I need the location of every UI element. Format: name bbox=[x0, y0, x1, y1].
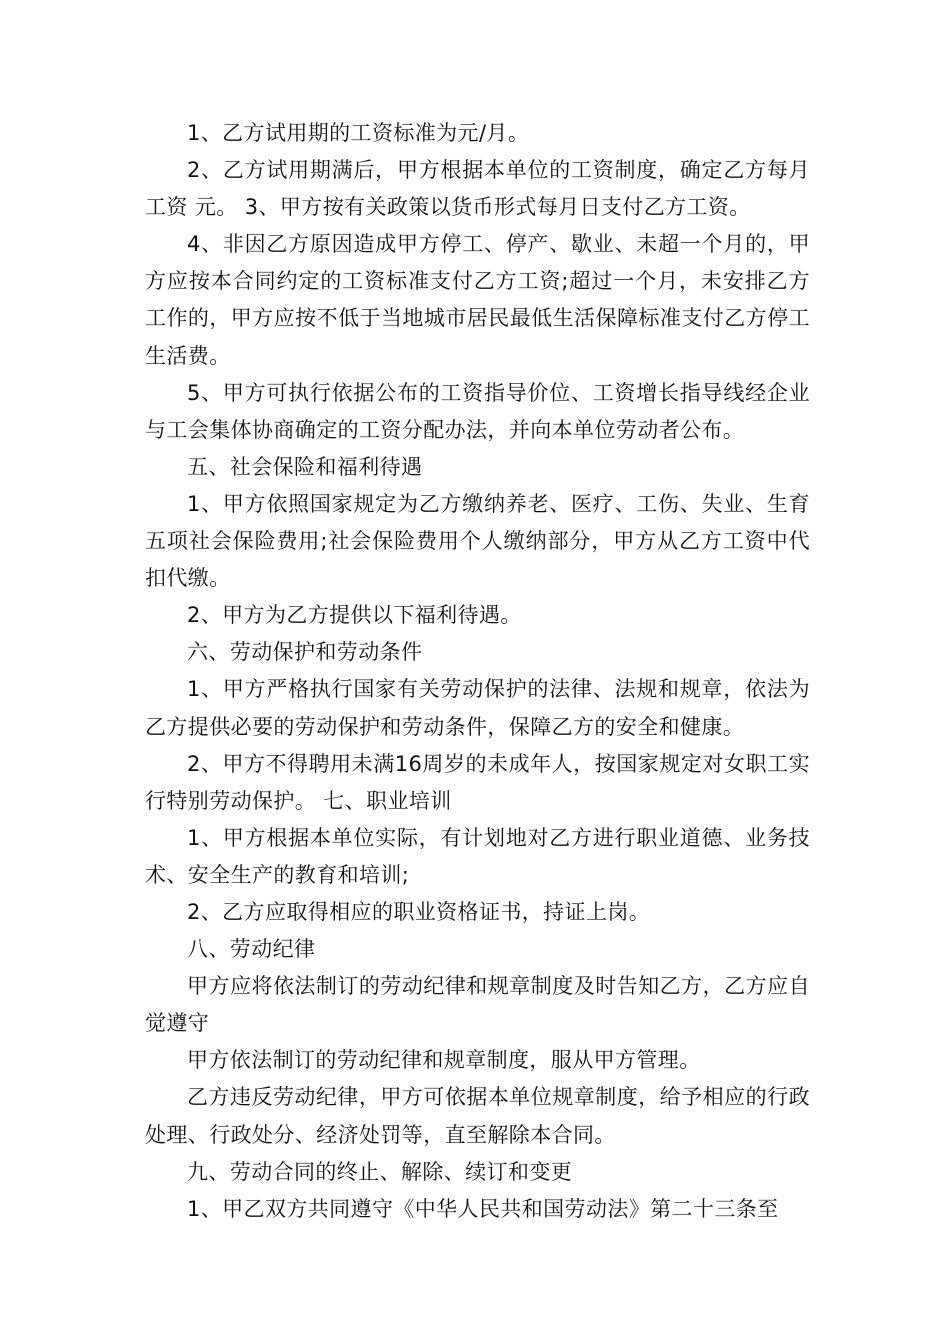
paragraph-training: 1、甲方根据本单位实际，有计划地对乙方进行职业道德、业务技术、安全生产的教育和培训; bbox=[145, 825, 810, 887]
paragraph-minors: 2、甲方不得聘用未满16周岁的未成年人，按国家规定对女职工实行特别劳动保护。 七、职业培训 bbox=[145, 751, 810, 813]
paragraph-welfare: 2、甲方为乙方提供以下福利待遇。 bbox=[187, 603, 522, 628]
paragraph-discipline-violation: 乙方违反劳动纪律，甲方可依据本单位规章制度，给予相应的行政处理、行政处分、经济处罚等，直至解除本合同。 bbox=[145, 1085, 810, 1147]
paragraph-protection-laws: 1、甲方严格执行国家有关劳动保护的法律、法规和规章，依法为乙方提供必要的劳动保护和劳动条件，保障乙方的安全和健康。 bbox=[145, 677, 810, 739]
paragraph-trial-wage: 1、乙方试用期的工资标准为元/月。 bbox=[187, 121, 530, 145]
paragraph-work-stoppage: 4、非因乙方原因造成甲方停工、停产、歇业、未超一个月的，甲方应按本合同约定的工资标准支付乙方工资;超过一个月，未安排乙方工作的，甲方应按不低于当地城市居民最低生活保障标准支付乙方停工生活费。 bbox=[145, 232, 810, 368]
paragraph-certificate: 2、乙方应取得相应的职业资格证书，持证上岗。 bbox=[187, 899, 651, 924]
paragraph-discipline-notice: 甲方应将依法制订的劳动纪律和规章制度及时告知乙方，乙方应自觉遵守 bbox=[145, 974, 810, 1036]
section-heading-contract-termination: 九、劳动合同的终止、解除、续订和变更 bbox=[187, 1159, 573, 1184]
section-heading-labor-protection: 六、劳动保护和劳动条件 bbox=[187, 640, 423, 665]
section-heading-labor-discipline: 八、劳动纪律 bbox=[187, 937, 316, 962]
paragraph-wage-distribution: 5、甲方可执行依据公布的工资指导价位、工资增长指导线经企业与工会集体协商确定的工资分配办法，并向本单位劳动者公布。 bbox=[145, 380, 810, 442]
paragraph-labor-law: 1、甲乙双方共同遵守《中华人民共和国劳动法》第二十三条至 bbox=[187, 1196, 779, 1221]
paragraph-discipline-obey: 甲方依法制订的劳动纪律和规章制度，服从甲方管理。 bbox=[187, 1048, 701, 1073]
contract-body bbox=[145, 115, 810, 1228]
section-heading-social-insurance: 五、社会保险和福利待遇 bbox=[187, 454, 423, 479]
paragraph-insurance-payment: 1、甲方依照国家规定为乙方缴纳养老、医疗、工伤、失业、生育五项社会保险费用;社会保险费用个人缴纳部分，甲方从乙方工资中代扣代缴。 bbox=[145, 491, 810, 591]
paragraph-monthly-wage: 2、乙方试用期满后，甲方根据本单位的工资制度，确定乙方每月工资 元。 3、甲方按有关政策以货币形式每月日支付乙方工资。 bbox=[145, 158, 810, 220]
